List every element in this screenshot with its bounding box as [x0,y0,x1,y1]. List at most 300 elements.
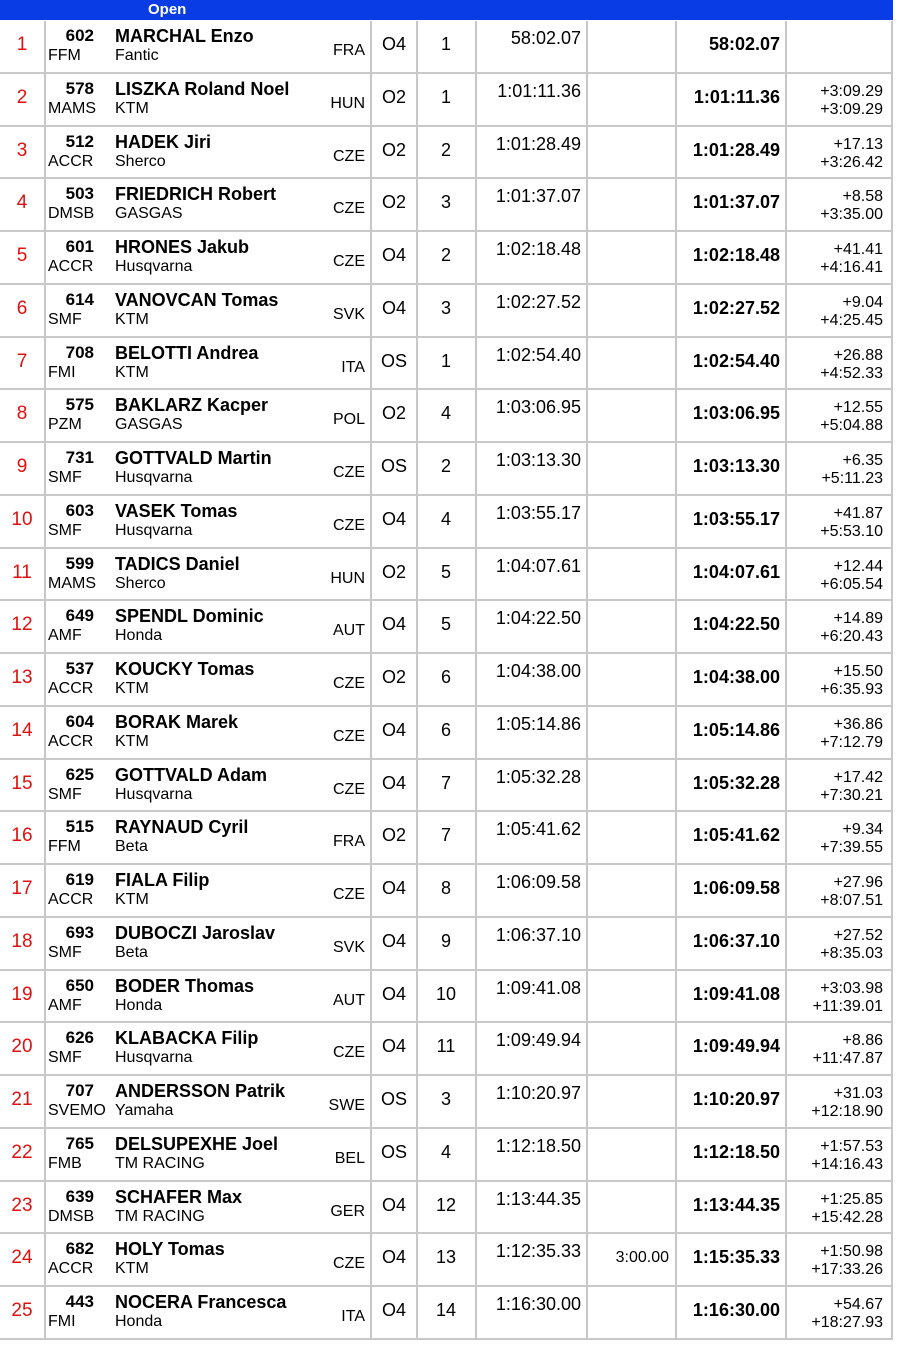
start-number: 603 [65,500,94,520]
column-divider [44,971,46,1022]
stage-time: 1:05:14.86 [495,713,581,734]
nation-code: SWE [328,1097,365,1114]
column-divider [891,1023,893,1074]
start-number: 625 [65,764,94,784]
bike-brand: Beta [115,943,148,961]
column-divider [586,971,588,1022]
stage-time: 58:02.07 [510,28,581,48]
total-time: 1:03:06.95 [692,403,780,424]
bike-brand: Yamaha [115,1102,174,1119]
federation-code: SMF [48,785,82,803]
gap-to-first: +6:20.43 [820,628,883,646]
rider-name: BODER Thomas [115,975,255,996]
column-divider [891,707,893,758]
column-divider [44,1234,46,1285]
class-code: O4 [381,878,406,898]
table-row [0,865,893,918]
class-position: 12 [435,1194,457,1215]
class-position: 7 [440,825,451,846]
bike-brand: Honda [115,1313,163,1330]
federation-code: AMF [48,996,82,1014]
column-divider [44,338,46,389]
federation-code: FFM [48,838,81,856]
total-time: 1:02:54.40 [692,350,780,371]
class-position: 3 [440,1089,451,1109]
federation-code: SMF [48,310,82,328]
column-divider [44,21,46,72]
column-divider [891,338,893,389]
gap-to-first: +7:39.55 [820,839,883,857]
start-number: 626 [65,1028,94,1048]
column-divider [44,1023,46,1074]
nation-code: AUT [333,622,365,640]
total-time: 1:05:32.28 [692,772,780,793]
nation-code: BEL [334,1149,365,1167]
gap-to-previous: +41.87 [833,504,883,522]
class-position: 2 [440,139,451,160]
federation-code: PZM [48,416,82,434]
table-row [0,232,893,285]
column-divider [586,232,588,283]
class-position: 8 [440,878,451,898]
bike-brand: GASGAS [115,205,183,223]
table-row [0,1287,893,1340]
bike-brand: KTM [115,310,149,328]
gap-to-first: +6:05.54 [820,575,883,593]
start-number: 515 [65,817,94,837]
rank-cell: 6 [16,297,28,319]
rider-name: GOTTVALD Martin [115,448,272,468]
rider-name: DUBOCZI Jaroslav [115,922,276,943]
total-time: 1:05:41.62 [692,825,780,846]
class-position: 11 [436,1036,456,1057]
results-table [0,21,893,1340]
class-position: 5 [440,614,451,635]
column-divider [891,232,893,283]
nation-code: CZE [333,675,365,692]
stage-time: 1:13:44.35 [495,1188,581,1209]
column-divider [44,127,46,178]
stage-time: 1:06:09.58 [495,872,581,892]
bike-brand: Sherco [115,574,166,592]
column-divider [891,496,893,547]
gap-to-previous: +1:57.53 [820,1137,883,1155]
total-time: 1:01:11.36 [693,86,780,107]
total-time: 1:16:30.00 [692,1300,780,1320]
class-code: O4 [381,297,406,318]
gap-to-previous: +36.86 [833,715,883,733]
column-divider [891,1182,893,1233]
bike-brand: Sherco [115,152,166,170]
gap-to-previous: +27.96 [833,874,883,891]
column-divider [891,1287,893,1338]
nation-code: GER [330,1202,365,1220]
column-divider [586,285,588,336]
federation-code: FFM [48,47,81,64]
nation-code: SVK [332,305,365,323]
column-divider [586,1129,588,1180]
column-divider [586,443,588,494]
column-divider [891,390,893,441]
total-time: 1:02:18.48 [692,245,780,265]
rank-cell: 3 [16,139,28,161]
federation-code: ACCR [48,680,94,697]
rank-cell: 13 [11,667,33,688]
class-code: O2 [381,139,406,160]
bike-brand: Beta [115,838,148,856]
nation-code: POL [332,411,365,429]
column-divider [586,865,588,916]
table-row [0,971,893,1024]
rider-name: FIALA Filip [115,870,210,890]
rank-cell: 14 [11,719,33,741]
table-row [0,1076,893,1129]
start-number: 649 [65,606,94,626]
gap-to-first: +17:33.26 [811,1261,883,1279]
total-time: 1:03:13.30 [692,456,780,476]
class-code: O2 [381,825,406,846]
category-header [0,0,893,20]
total-time: 1:01:37.07 [692,192,780,213]
gap-to-first: +3:09.29 [820,100,883,118]
nation-code: FRA [333,833,365,851]
rank-cell: 15 [11,772,33,794]
column-divider [44,865,46,916]
column-divider [44,443,46,494]
rank-cell: 12 [11,614,33,636]
table-row [0,1234,893,1287]
column-divider [586,496,588,547]
rank-cell: 5 [16,245,28,266]
column-divider [44,179,46,230]
rider-name: HADEK Jiri [115,131,212,152]
stage-time: 1:01:11.36 [497,80,581,101]
nation-code: CZE [333,464,365,481]
total-time: 1:03:55.17 [692,508,780,529]
column-divider [44,390,46,441]
table-row [0,285,893,338]
stage-time: 1:09:41.08 [495,977,581,998]
gap-to-previous: +1:25.85 [820,1190,883,1208]
rider-name: SPENDL Dominic [115,606,264,627]
stage-time: 1:16:30.00 [495,1294,581,1314]
start-number: 731 [65,448,94,467]
column-divider [586,812,588,863]
class-code: O2 [381,667,406,687]
column-divider [586,338,588,389]
total-time: 1:02:27.52 [692,297,780,318]
gap-to-previous: +14.89 [833,610,883,628]
table-row [0,654,893,707]
column-divider [586,654,588,705]
start-number: 575 [65,395,94,415]
class-position: 4 [440,403,451,424]
gap-to-first: +18:27.93 [811,1314,883,1331]
rider-name: VASEK Tomas [115,500,238,521]
column-divider [586,74,588,125]
stage-time: 1:04:22.50 [495,608,581,629]
column-divider [586,1182,588,1233]
gap-to-first: +4:52.33 [820,364,883,382]
class-code: O2 [381,192,406,213]
stage-time: 1:03:06.95 [495,397,581,418]
gap-to-previous: +6.35 [842,452,883,469]
stage-time: 1:05:32.28 [495,766,581,787]
nation-code: SVK [332,938,365,956]
rank-cell: 2 [16,86,28,108]
class-position: 1 [440,34,451,54]
stage-time: 1:01:37.07 [495,186,581,207]
class-position: 5 [440,561,451,582]
column-divider [586,601,588,652]
stage-time: 1:06:37.10 [495,924,581,945]
bike-brand: KTM [115,680,149,697]
class-position: 10 [435,983,457,1004]
start-number: 602 [65,26,94,45]
rider-name: LISZKA Roland Noel [115,78,290,99]
rider-name: FRIEDRICH Robert [115,184,276,205]
table-row [0,338,893,391]
class-code: O4 [381,245,406,265]
class-code: O4 [381,1036,406,1057]
rank-cell: 21 [11,1089,33,1110]
nation-code: ITA [341,1308,365,1325]
stage-time: 1:03:55.17 [495,502,581,523]
rank-cell: 11 [12,561,32,583]
federation-code: MAMS [48,574,96,592]
stage-time: 1:09:49.94 [495,1030,581,1051]
class-code: OS [380,1141,407,1162]
nation-code: CZE [333,1255,365,1273]
gap-to-first: +4:25.45 [820,311,883,329]
gap-to-first: +14:16.43 [811,1155,883,1173]
nation-code: CZE [333,516,365,534]
class-position: 6 [440,667,451,687]
stage-time: 1:12:35.33 [495,1241,581,1262]
column-divider [891,127,893,178]
class-position: 14 [435,1300,457,1320]
bike-brand: Honda [115,627,163,645]
gap-to-previous: +3:09.29 [820,82,883,100]
bike-brand: Husqvarna [115,1049,193,1067]
bike-brand: GASGAS [115,416,183,434]
bike-brand: KTM [115,732,149,750]
rider-name: BORAK Marek [115,711,239,732]
total-time: 1:09:41.08 [692,983,780,1004]
stage-time: 1:10:20.97 [495,1083,581,1103]
start-number: 682 [65,1239,94,1259]
column-divider [44,549,46,600]
gap-to-first: +4:16.41 [820,259,883,276]
nation-code: FRA [333,42,365,59]
class-position: 1 [440,86,451,107]
gap-to-first: +8:07.51 [820,892,883,909]
federation-code: FMB [48,1154,82,1172]
start-number: 537 [65,659,94,678]
table-row [0,549,893,602]
total-time: 58:02.07 [708,34,780,54]
class-position: 1 [440,350,451,371]
column-divider [44,74,46,125]
column-divider [44,496,46,547]
bike-brand: TM RACING [115,1207,205,1225]
rider-name: ANDERSSON Patrik [115,1081,286,1101]
total-time: 1:13:44.35 [692,1194,780,1215]
rider-name: KLABACKA Filip [115,1028,259,1049]
column-divider [586,760,588,811]
column-divider [44,285,46,336]
column-divider [586,918,588,969]
column-divider [44,1129,46,1180]
rank-cell: 19 [11,983,33,1005]
gap-to-first: +11:47.87 [812,1050,883,1068]
table-row [0,496,893,549]
column-divider [44,232,46,283]
rider-name: RAYNAUD Cyril [115,817,249,838]
federation-code: SMF [48,943,82,961]
gap-to-first: +12:18.90 [811,1103,883,1120]
stage-time: 1:04:07.61 [495,555,581,576]
start-number: 599 [65,553,94,573]
rank-cell: 18 [11,930,33,952]
class-code: O4 [381,772,406,793]
class-position: 2 [440,245,451,265]
gap-to-first: +15:42.28 [811,1208,883,1226]
nation-code: CZE [333,1044,365,1062]
column-divider [586,1076,588,1127]
rider-name: GOTTVALD Adam [115,764,267,785]
nation-code: AUT [333,991,365,1009]
class-code: O4 [381,1247,406,1268]
rank-cell: 10 [11,508,33,530]
rider-name: HRONES Jakub [115,237,250,257]
column-divider [44,1076,46,1127]
total-time: 1:01:28.49 [692,139,780,160]
total-time: 1:06:09.58 [692,878,780,898]
rank-cell: 7 [16,350,28,372]
gap-to-first: +7:12.79 [820,733,883,751]
table-row [0,74,893,127]
stage-time: 1:12:18.50 [495,1135,581,1156]
class-code: O4 [381,719,406,740]
column-divider [44,918,46,969]
gap-to-previous: +15.50 [833,663,883,680]
total-time: 1:04:07.61 [692,561,780,582]
nation-code: CZE [333,727,365,745]
gap-to-first: +3:26.42 [820,153,883,171]
rider-name: DELSUPEXHE Joel [115,1133,279,1154]
table-row [0,390,893,443]
class-code: O2 [381,403,406,424]
gap-to-previous: +3:03.98 [820,979,883,997]
federation-code: ACCR [48,152,94,170]
rank-cell: 16 [11,825,33,847]
rider-name: MARCHAL Enzo [115,26,254,46]
column-divider [891,285,893,336]
total-time: 1:09:49.94 [692,1036,780,1057]
column-divider [586,21,588,72]
penalty-time: 3:00.00 [615,1249,669,1267]
column-divider [586,1023,588,1074]
nation-code: HUN [330,569,365,587]
column-divider [44,601,46,652]
stage-time: 1:05:41.62 [495,819,581,840]
column-divider [891,812,893,863]
start-number: 614 [65,289,94,309]
total-time: 1:05:14.86 [692,719,780,740]
start-number: 512 [65,131,94,151]
rider-name: BELOTTI Andrea [115,342,259,363]
stage-time: 1:02:54.40 [495,344,581,365]
bike-brand: KTM [115,891,149,908]
gap-to-previous: +27.52 [833,926,883,944]
gap-to-previous: +9.34 [842,821,883,839]
class-position: 4 [440,1141,451,1162]
table-row [0,707,893,760]
class-code: O4 [381,34,406,54]
table-row [0,1129,893,1182]
column-divider [891,443,893,494]
class-position: 3 [440,192,451,213]
table-row [0,127,893,180]
category-title: Open [148,1,187,18]
start-number: 650 [65,975,94,995]
column-divider [891,179,893,230]
federation-code: AMF [48,627,82,645]
federation-code: DMSB [48,205,95,223]
table-row [0,760,893,813]
total-time: 1:04:38.00 [692,667,780,687]
rank-cell: 8 [16,403,28,425]
nation-code: CZE [333,253,365,270]
nation-code: CZE [333,780,365,798]
start-number: 503 [65,184,94,204]
rank-cell: 17 [11,878,33,899]
federation-code: ACCR [48,732,94,750]
column-divider [44,760,46,811]
rank-cell: 20 [11,1036,33,1058]
start-number: 619 [65,870,94,889]
class-position: 9 [440,930,451,951]
column-divider [891,760,893,811]
bike-brand: Husqvarna [115,521,193,539]
column-divider [891,601,893,652]
nation-code: CZE [333,886,365,903]
rider-name: SCHAFER Max [115,1186,243,1207]
column-divider [586,390,588,441]
class-code: O4 [381,508,406,529]
federation-code: ACCR [48,258,94,275]
nation-code: CZE [333,147,365,165]
total-time: 1:15:35.33 [692,1247,780,1268]
column-divider [44,1182,46,1233]
column-divider [586,179,588,230]
table-row [0,1182,893,1235]
start-number: 707 [65,1081,94,1100]
gap-to-previous: +8.58 [842,188,883,206]
bike-brand: KTM [115,1260,149,1278]
table-row [0,443,893,496]
rank-cell: 25 [11,1300,33,1321]
gap-to-first: +6:35.93 [820,681,883,698]
stage-time: 1:02:27.52 [495,291,581,312]
bike-brand: Husqvarna [115,469,193,486]
rider-name: KOUCKY Tomas [115,659,255,679]
stage-time: 1:03:13.30 [495,450,581,470]
class-code: O2 [381,86,406,107]
federation-code: FMI [48,1313,76,1330]
start-number: 443 [65,1292,94,1311]
